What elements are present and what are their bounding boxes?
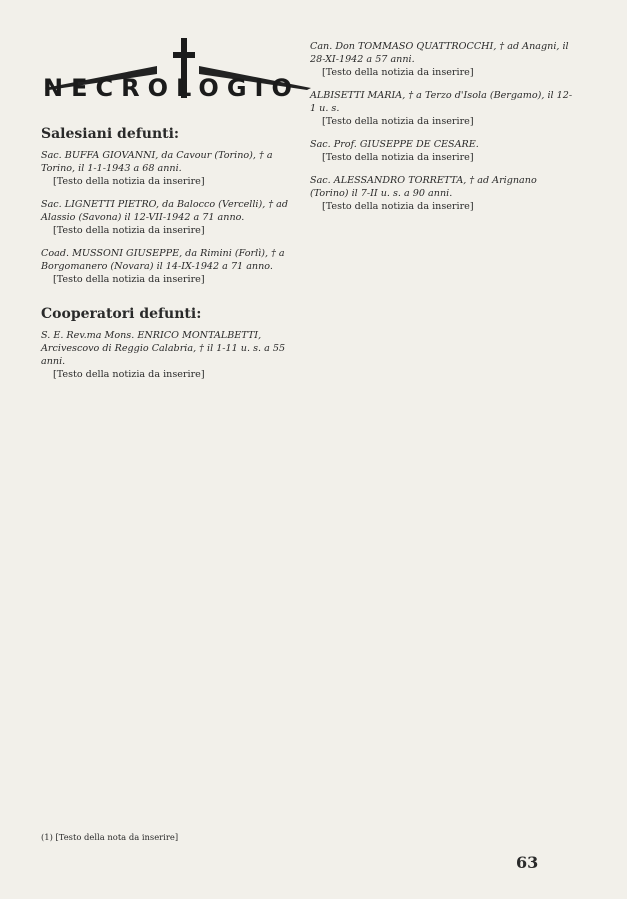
obituary-entry: Sac. Prof. GIUSEPPE DE CESARE. [Testo della notizia da inserire] [310,139,479,163]
obituary-entry: Sac. ALESSANDRO TORRETTA, † ad Arignano (Torino) il 7-II u. s. a 90 anni. [Testo della notizia da inserire] [310,175,537,212]
left-column [41,38,307,391]
right-column [310,40,576,223]
obituary-entry: Sac. LIGNETTI PIETRO, da Balocco (Vercelli), † ad Alassio (Savona) il 12-VII-1942 a 71 anno. [Testo della notizia da inserire] [41,199,289,236]
obituary-entry: S. E. Rev.ma Mons. ENRICO MONTALBETTI, Arcivescovo di Reggio Calabria, † il 1-11 u. s. a 55 anni. [Testo della notizia da inserire] [41,330,286,380]
obituary-entry: ALBISETTI MARIA, † a Terzo d'Isola (Bergamo), il 12-1 u. s. [Testo della notizia da inserire] [310,90,573,127]
section-title-cooperatori: Cooperatori defunti: [41,306,202,322]
obituary-entry: Can. Don TOMMASO QUATTROCCHI, † ad Anagni, il 28-XI-1942 a 57 anni. [Testo della notizia da inserire] [310,41,569,78]
obituary-entry: Coad. MUSSONI GIUSEPPE, da Rimini (Forlì), † a Borgomanero (Novara) il 14-IX-1942 a 71 anno. [Testo della notizia da inserire] [41,248,285,285]
masthead [41,38,307,106]
page-title: NECROLOGIO [43,74,300,102]
obituary-entry: Sac. BUFFA GIOVANNI, da Cavour (Torino), † a Torino, il 1-1-1943 a 68 anni. [Testo della notizia da inserire] [41,150,273,187]
section-title-salesiani: Salesiani defunti: [41,126,180,142]
page-number: 63 [516,853,539,872]
footnote: (1) [Testo della nota da inserire] [41,832,179,842]
